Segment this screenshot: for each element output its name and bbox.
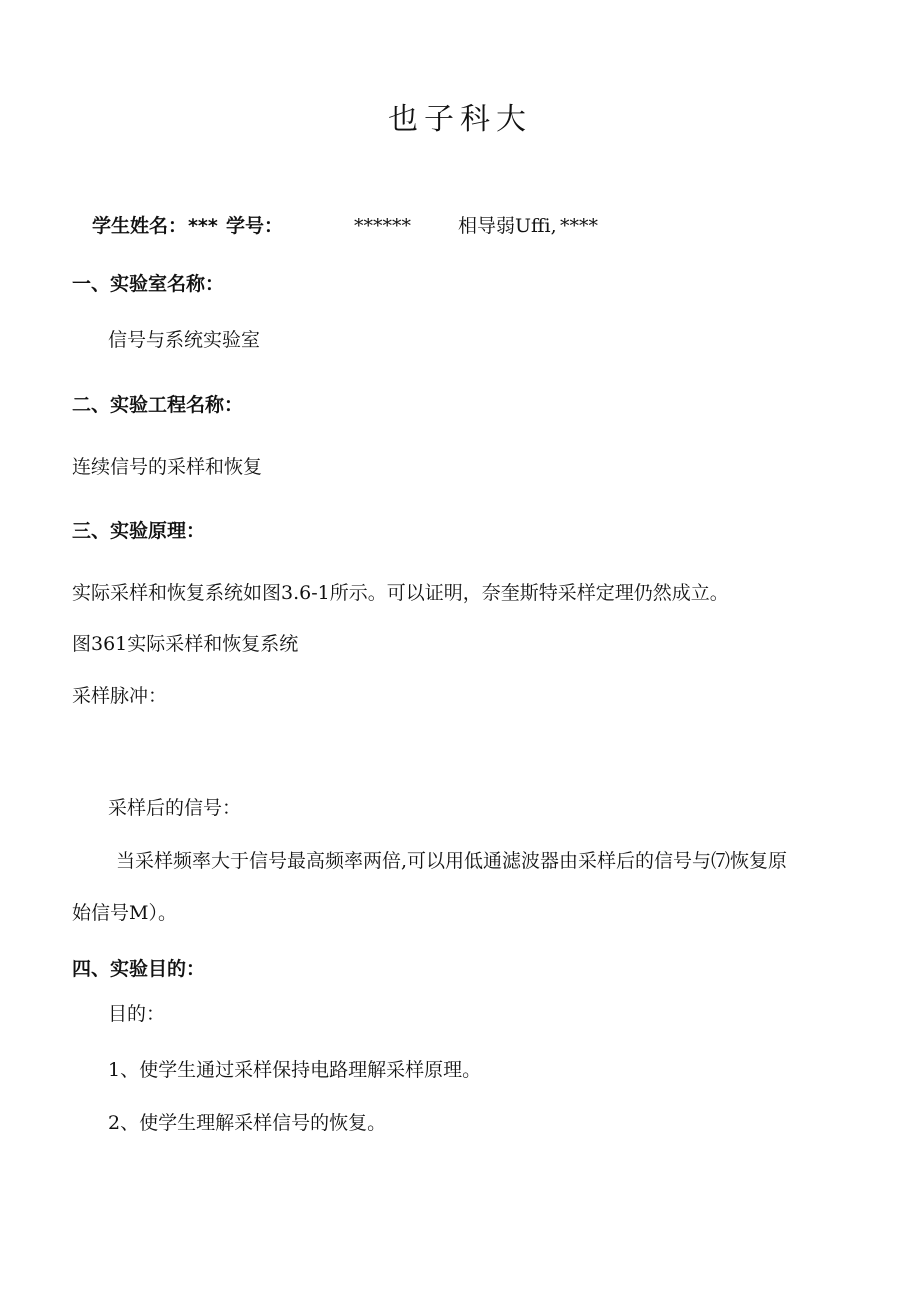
principle-paragraph-line-1: 当采样频率大于信号最高频率两倍,可以用低通滤波器由采样后的信号与⑺恢复原	[116, 850, 788, 872]
figure-caption: 图361实际采样和恢复系统	[72, 633, 299, 655]
id-label: 学号：	[226, 215, 284, 237]
sampled-signal-label: 采样后的信号：	[108, 797, 242, 819]
section-2-content: 连续信号的采样和恢复	[72, 456, 263, 478]
section-3-heading: 三、实验原理：	[72, 520, 206, 542]
document-title: 也子科大	[388, 102, 532, 137]
advisor-label: 相导弱Uffi,	[458, 215, 557, 237]
name-value: ***	[188, 215, 218, 237]
name-label: 学生姓名：	[92, 215, 188, 237]
section-1-content: 信号与系统实验室	[108, 329, 261, 351]
purpose-item-1: 1、使学生通过采样保持电路理解采样原理。	[108, 1059, 482, 1081]
principle-paragraph-line-2: 始信号M）。	[72, 902, 177, 924]
principle-line-1: 实际采样和恢复系统如图3.6-1所示。可以证明，奈奎斯特采样定理仍然成立。	[72, 582, 729, 604]
section-4-heading: 四、实验目的：	[72, 958, 206, 980]
section-2-heading: 二、实验工程名称：	[72, 394, 244, 416]
section-1-heading: 一、实验室名称：	[72, 273, 225, 295]
advisor-value: ****	[560, 215, 598, 237]
purpose-item-2: 2、使学生理解采样信号的恢复。	[108, 1112, 387, 1134]
sampling-pulse-label: 采样脉冲：	[72, 685, 168, 707]
purpose-intro: 目的：	[108, 1003, 166, 1025]
id-value: ******	[354, 215, 411, 237]
